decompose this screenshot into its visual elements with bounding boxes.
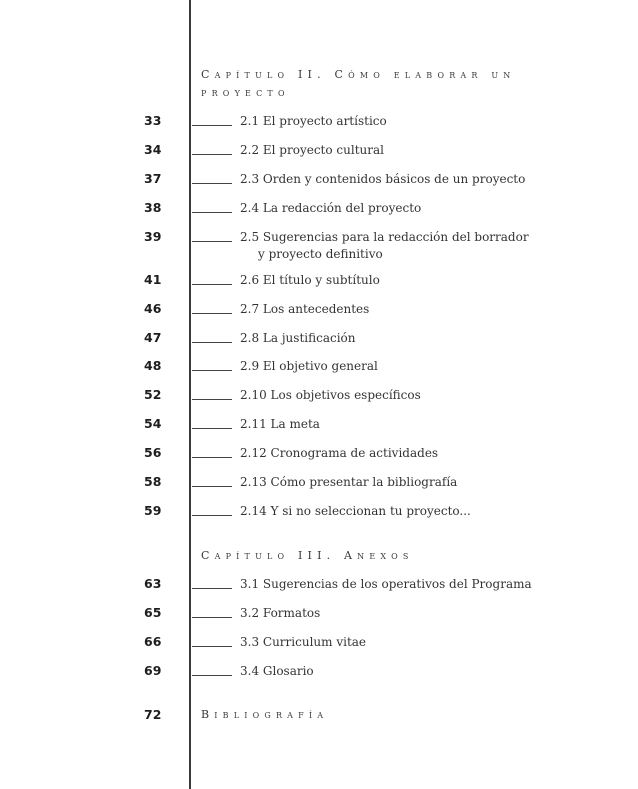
toc-label: 2.9 El objetivo general xyxy=(240,359,378,373)
toc-label: 2.14 Y si no seleccionan tu proyecto... xyxy=(240,504,471,518)
toc-entry[interactable] xyxy=(0,272,638,294)
toc-label: 2.2 El proyecto cultural xyxy=(240,143,384,157)
toc-label: 2.8 La justificación xyxy=(240,331,356,345)
toc-page-number: 63 xyxy=(144,576,162,591)
toc-page-number: 46 xyxy=(144,301,162,316)
toc-label: 2.4 La redacción del proyecto xyxy=(240,201,422,215)
toc-leader-rule xyxy=(192,370,232,371)
toc-page-number: 39 xyxy=(144,229,162,244)
toc-entry[interactable] xyxy=(0,416,638,438)
toc-label: 2.10 Los objetivos específicos xyxy=(240,388,421,402)
toc-entry[interactable] xyxy=(0,171,638,193)
toc-leader-rule xyxy=(192,241,232,242)
chapter-2-heading xyxy=(201,66,515,84)
toc-entry[interactable] xyxy=(0,605,638,627)
toc-entry-bibliography[interactable] xyxy=(0,707,638,729)
toc-label: 2.1 El proyecto artístico xyxy=(240,114,387,128)
chapter-2-heading-cont xyxy=(201,84,290,102)
toc-page-number: 47 xyxy=(144,330,162,345)
toc-entry[interactable] xyxy=(0,142,638,164)
toc-page-number: 52 xyxy=(144,387,162,402)
toc-page-number: 34 xyxy=(144,142,162,157)
toc-leader-rule xyxy=(192,646,232,647)
toc-label: 2.7 Los antecedentes xyxy=(240,302,370,316)
toc-leader-rule xyxy=(192,399,232,400)
toc-label: 2.12 Cronograma de actividades xyxy=(240,446,439,460)
chapter-2-heading-line2: proyecto xyxy=(201,86,290,99)
toc-leader-rule xyxy=(192,428,232,429)
toc-page-number: 41 xyxy=(144,272,162,287)
toc-page-number: 54 xyxy=(144,416,162,431)
toc-leader-rule xyxy=(192,284,232,285)
toc-page-number: 48 xyxy=(144,358,162,373)
toc-entry[interactable] xyxy=(0,301,638,323)
toc-leader-rule xyxy=(192,212,232,213)
toc-label: 3.1 Sugerencias de los operativos del Programa xyxy=(240,577,532,591)
chapter-3-heading-text: Capítulo III. Anexos xyxy=(201,549,414,562)
chapter-2-heading-line1: Capítulo II. Cómo elaborar un xyxy=(201,68,516,81)
toc-label: 3.4 Glosario xyxy=(240,664,314,678)
toc-entry[interactable] xyxy=(0,330,638,352)
toc-entry[interactable] xyxy=(0,474,638,496)
toc-leader-rule xyxy=(192,342,232,343)
toc-leader-rule xyxy=(192,457,232,458)
toc-entry[interactable] xyxy=(0,200,638,222)
toc-page-number: 33 xyxy=(144,113,162,128)
toc-entry[interactable] xyxy=(0,229,638,269)
toc-leader-rule xyxy=(192,675,232,676)
chapter-3-heading xyxy=(201,547,414,565)
toc-label: 2.11 La meta xyxy=(240,417,320,431)
toc-page-number: 56 xyxy=(144,445,162,460)
toc-page-number: 72 xyxy=(144,707,162,722)
toc-page-number: 66 xyxy=(144,634,162,649)
toc-leader-rule xyxy=(192,588,232,589)
toc-page-number: 59 xyxy=(144,503,162,518)
toc-leader-rule xyxy=(192,486,232,487)
toc-entry[interactable] xyxy=(0,576,638,598)
toc-entry[interactable] xyxy=(0,387,638,409)
toc-leader-rule xyxy=(192,154,232,155)
toc-label: 2.3 Orden y contenidos básicos de un proyecto xyxy=(240,172,526,186)
toc-page-number: 65 xyxy=(144,605,162,620)
toc-label-continuation: y proyecto definitivo xyxy=(258,247,383,261)
toc-entry[interactable] xyxy=(0,445,638,467)
toc-leader-rule xyxy=(192,515,232,516)
toc-entry[interactable] xyxy=(0,503,638,525)
toc-entry[interactable] xyxy=(0,358,638,380)
toc-page-number: 38 xyxy=(144,200,162,215)
toc-page-number: 58 xyxy=(144,474,162,489)
toc-page-number: 69 xyxy=(144,663,162,678)
toc-label: 2.13 Cómo presentar la bibliografía xyxy=(240,475,458,489)
bibliography-heading: Bibliografía xyxy=(201,708,329,721)
toc-label: 3.2 Formatos xyxy=(240,606,321,620)
toc-page-number: 37 xyxy=(144,171,162,186)
toc-leader-rule xyxy=(192,125,232,126)
toc-entry[interactable] xyxy=(0,113,638,135)
toc-label: 3.3 Curriculum vitae xyxy=(240,635,367,649)
toc-entry[interactable] xyxy=(0,663,638,685)
toc-entry[interactable] xyxy=(0,634,638,656)
toc-leader-rule xyxy=(192,183,232,184)
toc-label: 2.5 Sugerencias para la redacción del borrador xyxy=(240,230,529,244)
toc-leader-rule xyxy=(192,313,232,314)
toc-leader-rule xyxy=(192,617,232,618)
toc-label: 2.6 El título y subtítulo xyxy=(240,273,380,287)
